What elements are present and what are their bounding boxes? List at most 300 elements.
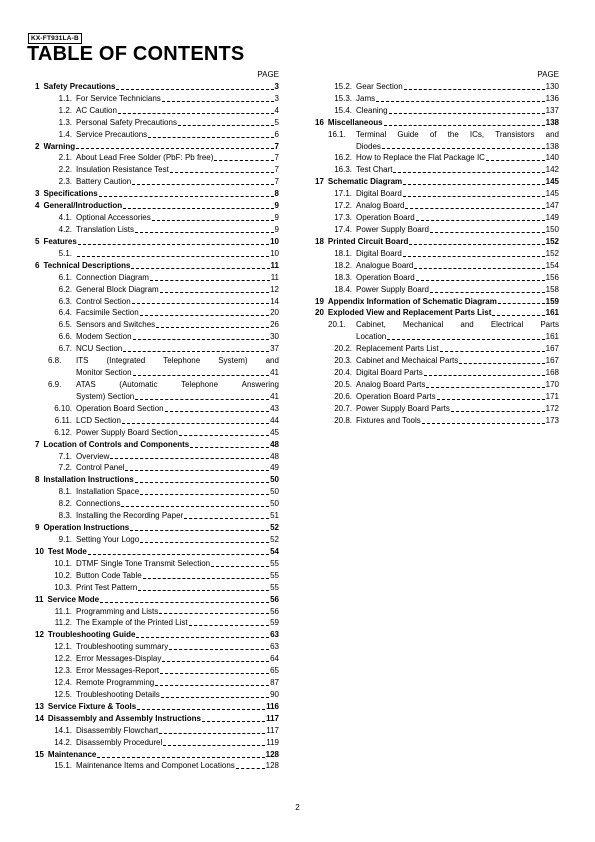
leader-dots <box>88 554 269 555</box>
toc-page-number: 168 <box>545 368 559 378</box>
toc-entry-number: 20.7. <box>334 403 352 413</box>
leader-dots <box>387 339 544 340</box>
toc-entry-label: Translation Lists <box>76 224 134 234</box>
toc-page-number: 63 <box>270 630 279 640</box>
toc-entry-label: Diodes <box>356 141 381 151</box>
toc-subsection[interactable] <box>25 582 279 594</box>
toc-entry-number: 18.2. <box>334 260 352 270</box>
toc-page-number: 9 <box>274 224 279 234</box>
toc-page-number: 116 <box>266 701 279 711</box>
toc-entry-label: Optional Accessories <box>76 213 151 223</box>
toc-page-number: 4 <box>274 105 279 115</box>
toc-entry-line <box>76 391 279 403</box>
toc-entry-label: Remote Programming <box>76 678 155 688</box>
toc-subsection[interactable] <box>305 224 559 236</box>
leader-dots <box>184 518 269 519</box>
toc-entry-number: 11 <box>35 594 44 604</box>
toc-page-number: 55 <box>270 582 279 592</box>
page-column-header: PAGE <box>257 70 279 79</box>
toc-section[interactable] <box>25 594 279 606</box>
toc-subsection[interactable] <box>25 93 279 105</box>
toc-entry-number: 1.4. <box>58 129 72 139</box>
toc-entry-number: 16.2. <box>334 153 352 163</box>
toc-page-number: 48 <box>270 451 279 461</box>
toc-entry-label: Fixtures and Tools <box>356 415 421 425</box>
toc-subsection[interactable] <box>25 272 279 284</box>
toc-subsection[interactable] <box>25 224 279 236</box>
toc-page-number: 52 <box>270 523 279 533</box>
toc-subsection[interactable] <box>25 665 279 677</box>
leader-dots <box>426 387 544 388</box>
toc-subsection[interactable] <box>305 379 559 391</box>
toc-page-number: 159 <box>545 296 559 306</box>
toc-entry-label: Power Supply Board <box>356 284 429 294</box>
toc-page-number: 63 <box>270 642 279 652</box>
toc-subsection[interactable] <box>305 415 559 427</box>
toc-entry-number: 6.7. <box>58 344 72 354</box>
toc-page-number: 20 <box>270 308 279 318</box>
leader-dots <box>409 244 544 245</box>
leader-dots <box>403 184 544 185</box>
toc-entry-label: Location of Controls and Components <box>43 439 190 449</box>
toc-entry-number: 2 <box>35 141 40 151</box>
toc-section[interactable] <box>305 296 559 308</box>
toc-subsection[interactable] <box>25 176 279 188</box>
leader-dots <box>159 733 265 734</box>
toc-entry-label: Connections <box>76 499 121 509</box>
toc-entry-word: the <box>447 129 459 139</box>
leader-dots <box>159 613 269 614</box>
leader-dots <box>486 160 545 161</box>
toc-page-number: 137 <box>545 105 559 115</box>
toc-section[interactable] <box>25 188 279 200</box>
toc-subsection[interactable] <box>305 284 559 296</box>
toc-entry-word: and <box>460 320 474 330</box>
toc-column-left <box>25 69 279 772</box>
toc-entry-label: Test Chart <box>356 165 393 175</box>
model-number-tag: KX-FT931LA-B <box>28 33 82 44</box>
leader-dots <box>437 399 545 400</box>
toc-entry-number: 20.3. <box>334 356 352 366</box>
toc-subsection[interactable] <box>305 367 559 379</box>
toc-entry-word: and <box>545 129 559 139</box>
toc-entry-label: General/Introduction <box>43 201 123 211</box>
toc-entry-label: Miscellaneous <box>327 117 383 127</box>
toc-entry-label: Warning <box>43 141 76 151</box>
toc-page-number: 130 <box>545 81 559 91</box>
toc-entry-number: 12.2. <box>54 654 72 664</box>
toc-subsection[interactable] <box>25 152 279 164</box>
toc-page-number: 7 <box>274 141 279 151</box>
toc-entry-number: 10.3. <box>54 582 72 592</box>
toc-entry-label: Features <box>43 236 77 246</box>
toc-subsection[interactable] <box>25 462 279 474</box>
toc-entry-body <box>76 379 279 403</box>
toc-page-number: 172 <box>545 403 559 413</box>
toc-subsection[interactable] <box>25 212 279 224</box>
toc-entry-label: How to Replace the Flat Package IC <box>356 153 485 163</box>
toc-entry-label: Digital Board Parts <box>356 368 423 378</box>
leader-dots <box>382 148 545 149</box>
toc-section[interactable] <box>25 260 279 272</box>
toc-entry-label: Specifications <box>43 189 98 199</box>
leader-dots <box>123 351 269 352</box>
toc-entry-label: Cleaning <box>356 105 388 115</box>
toc-entry-number: 16 <box>315 117 324 127</box>
toc-page-number: 152 <box>545 236 559 246</box>
leader-dots <box>163 745 265 746</box>
leader-dots <box>76 148 273 149</box>
toc-entry-word: System) <box>218 356 248 366</box>
toc-entry-number: 6.5. <box>58 320 72 330</box>
toc-entry-number: 1.1. <box>58 93 72 103</box>
toc-section[interactable] <box>25 629 279 641</box>
leader-dots <box>160 673 269 674</box>
toc-section[interactable] <box>25 749 279 761</box>
toc-entry-number: 20.5. <box>334 379 352 389</box>
leader-dots <box>150 280 270 281</box>
toc-entry-word: (Automatic <box>119 379 158 389</box>
toc-page-number: 64 <box>270 654 279 664</box>
toc-entry-number: 20 <box>315 308 324 318</box>
toc-page-number: 12 <box>270 284 279 294</box>
toc-entry-label: Exploded View and Replacement Parts List <box>327 308 492 318</box>
toc-entry-word: Electrical <box>490 320 524 330</box>
toc-page-number: 9 <box>274 213 279 223</box>
leader-dots <box>161 697 269 698</box>
toc-entry-label: Operation Instructions <box>43 523 130 533</box>
toc-section[interactable] <box>25 200 279 212</box>
toc-subsection[interactable] <box>25 129 279 141</box>
toc-entry-label: For Service Technicians <box>76 93 161 103</box>
toc-page-number: 65 <box>270 666 279 676</box>
toc-entry-label: Facsimile Section <box>76 308 139 318</box>
toc-page-number: 128 <box>265 749 279 759</box>
toc-entry-label: Jams <box>356 93 376 103</box>
toc-subsection[interactable] <box>25 331 279 343</box>
leader-dots <box>403 196 545 197</box>
toc-entry-label: LCD Section <box>76 415 121 425</box>
toc-section[interactable] <box>25 141 279 153</box>
toc-page-number: 9 <box>274 201 279 211</box>
toc-section[interactable] <box>305 176 559 188</box>
toc-entry-number: 1.2. <box>58 105 72 115</box>
leader-dots <box>422 423 545 424</box>
toc-subsection[interactable] <box>25 451 279 463</box>
toc-entry-number: 6.4. <box>58 308 72 318</box>
toc-entry-line <box>76 379 279 391</box>
toc-subsection[interactable] <box>25 355 279 379</box>
toc-entry-word: Terminal <box>356 129 387 139</box>
toc-page-number: 50 <box>270 475 279 485</box>
toc-entry-label: Operation Board <box>356 272 415 282</box>
toc-page-number: 50 <box>270 487 279 497</box>
toc-entry-label: Monitor Section <box>76 368 132 378</box>
toc-page-number: 161 <box>545 332 559 342</box>
leader-dots <box>170 172 274 173</box>
toc-entry-label: Sensors and Switches <box>76 320 156 330</box>
toc-entry-label: Disassembly and Assembly Instructions <box>47 713 201 723</box>
toc-page-number: 161 <box>545 308 559 318</box>
toc-entry-number: 19 <box>315 296 324 306</box>
toc-entry-number: 2.3. <box>58 177 72 187</box>
toc-entry-number: 12.5. <box>54 689 72 699</box>
toc-entry-number: 8 <box>35 475 40 485</box>
toc-entry-number: 18.4. <box>334 284 352 294</box>
toc-entry-number: 15.4. <box>334 105 352 115</box>
toc-subsection[interactable] <box>305 272 559 284</box>
toc-subsection[interactable] <box>305 248 559 260</box>
toc-subsection[interactable] <box>25 725 279 737</box>
toc-subsection[interactable] <box>25 307 279 319</box>
toc-entry-label: Control Panel <box>76 463 125 473</box>
leader-dots <box>148 137 273 138</box>
toc-section[interactable] <box>25 522 279 534</box>
toc-page-number: 59 <box>270 618 279 628</box>
toc-entry-number: 15.1. <box>54 761 72 771</box>
toc-entry-number: 20.8. <box>334 415 352 425</box>
toc-entry-number: 13 <box>35 701 44 711</box>
toc-subsection[interactable] <box>25 343 279 355</box>
leader-dots <box>140 494 269 495</box>
leader-dots <box>130 530 269 531</box>
toc-page-number: 51 <box>270 511 279 521</box>
toc-subsection[interactable] <box>305 188 559 200</box>
leader-dots <box>152 220 274 221</box>
toc-subsection[interactable] <box>25 164 279 176</box>
toc-subsection[interactable] <box>25 284 279 296</box>
toc-entry-label: Disassembly Flowchart <box>76 725 159 735</box>
toc-subsection[interactable] <box>25 415 279 427</box>
toc-page-number: 6 <box>274 129 279 139</box>
toc-entry-number: 8.1. <box>58 487 72 497</box>
toc-subsection[interactable] <box>25 427 279 439</box>
toc-subsection[interactable] <box>305 212 559 224</box>
toc-entry-line <box>356 141 559 153</box>
toc-subsection[interactable] <box>305 260 559 272</box>
toc-entry-label: Button Code Table <box>76 570 142 580</box>
toc-entry-label: Digital Board <box>356 189 402 199</box>
toc-subsection[interactable] <box>305 200 559 212</box>
toc-section[interactable] <box>25 439 279 451</box>
page-number: 2 <box>295 803 300 812</box>
toc-entry-label: Installing the Recording Paper <box>76 511 184 521</box>
toc-subsection[interactable] <box>305 355 559 367</box>
page-column-header: PAGE <box>537 70 559 79</box>
toc-section[interactable] <box>25 236 279 248</box>
toc-entry-body <box>356 319 559 343</box>
toc-subsection[interactable] <box>305 319 559 343</box>
toc-subsection[interactable] <box>305 105 559 117</box>
toc-entry-body <box>356 129 559 153</box>
leader-dots <box>143 578 269 579</box>
toc-subsection[interactable] <box>25 761 279 773</box>
toc-entry-label: NCU Section <box>76 344 123 354</box>
toc-entry-number: 18.1. <box>334 248 352 258</box>
toc-entry-number: 6.10. <box>54 403 72 413</box>
toc-subsection[interactable] <box>25 677 279 689</box>
toc-entry-number: 16.3. <box>334 165 352 175</box>
toc-subsection[interactable] <box>305 152 559 164</box>
toc-section[interactable] <box>25 713 279 725</box>
toc-entry-label: Power Supply Board <box>356 224 429 234</box>
toc-page-number: 87 <box>270 678 279 688</box>
toc-entry-label: Service Mode <box>47 594 100 604</box>
toc-entry-label: System) Section <box>76 391 135 401</box>
toc-page-number: 117 <box>266 713 279 723</box>
toc-page-number: 11 <box>270 260 279 270</box>
toc-subsection[interactable] <box>25 486 279 498</box>
toc-entry-label: Disassembly Procedurel <box>76 737 163 747</box>
toc-entry-label: Service Precautions <box>76 129 148 139</box>
toc-entry-label: Test Mode <box>47 546 87 556</box>
leader-dots <box>140 315 269 316</box>
toc-entry-number: 14 <box>35 713 44 723</box>
toc-page-number: 55 <box>270 558 279 568</box>
toc-page-number: 5 <box>274 117 279 127</box>
toc-entry-label: AC Caution <box>76 105 117 115</box>
toc-entry-word: (Integrated <box>106 356 146 366</box>
toc-subsection[interactable] <box>25 117 279 129</box>
toc-entry-label: Technical Descriptions <box>43 260 131 270</box>
toc-entry-word: ITS <box>76 356 89 366</box>
toc-subsection[interactable] <box>25 498 279 510</box>
toc-subsection[interactable] <box>305 391 559 403</box>
toc-entry-label: Operation Board Parts <box>356 391 436 401</box>
toc-page-number: 152 <box>545 248 559 258</box>
toc-section[interactable] <box>25 474 279 486</box>
toc-entry-number: 15.3. <box>334 93 352 103</box>
toc-subsection[interactable] <box>25 689 279 701</box>
toc-page-number: 50 <box>270 499 279 509</box>
toc-subsection[interactable] <box>305 403 559 415</box>
toc-entry-number: 12.4. <box>54 678 72 688</box>
toc-entry-number: 2.1. <box>58 153 72 163</box>
toc-entry-label: Modem Section <box>76 332 132 342</box>
toc-entry-word: ATAS <box>76 379 96 389</box>
toc-subsection[interactable] <box>25 737 279 749</box>
toc-subsection[interactable] <box>25 403 279 415</box>
toc-page-number: 3 <box>274 81 279 91</box>
toc-page-number: 171 <box>545 391 559 401</box>
toc-page-number: 145 <box>545 189 559 199</box>
toc-entries <box>305 81 559 427</box>
leader-dots <box>440 351 545 352</box>
toc-subsection[interactable] <box>25 296 279 308</box>
toc-entry-label: Troubleshooting Details <box>76 689 160 699</box>
toc-subsection[interactable] <box>25 379 279 403</box>
leader-dots <box>131 268 269 269</box>
toc-entry-line <box>76 367 279 379</box>
toc-page-number: 142 <box>545 165 559 175</box>
toc-entry-number: 7.2. <box>58 463 72 473</box>
leader-dots <box>135 232 274 233</box>
toc-subsection[interactable] <box>25 319 279 331</box>
toc-subsection[interactable] <box>305 129 559 153</box>
leader-dots <box>133 339 270 340</box>
toc-page-number: 7 <box>274 153 279 163</box>
toc-page-number: 11 <box>270 272 279 282</box>
leader-dots <box>160 292 269 293</box>
toc-page-number: 41 <box>270 391 279 401</box>
toc-section[interactable] <box>305 307 559 319</box>
toc-subsection[interactable] <box>25 558 279 570</box>
leader-dots <box>416 220 545 221</box>
leader-dots <box>236 768 265 769</box>
toc-section[interactable] <box>305 236 559 248</box>
toc-subsection[interactable] <box>25 617 279 629</box>
toc-subsection[interactable] <box>305 164 559 176</box>
toc-entry-number: 6.8. <box>48 356 62 366</box>
toc-entry-number: 4 <box>35 201 40 211</box>
toc-entry-number: 6.2. <box>58 284 72 294</box>
toc-subsection[interactable] <box>25 248 279 260</box>
toc-page-number: 119 <box>266 737 279 747</box>
toc-subsection[interactable] <box>305 81 559 93</box>
toc-entry-number: 18.3. <box>334 272 352 282</box>
leader-dots <box>459 363 544 364</box>
toc-page-number: 44 <box>270 415 279 425</box>
toc-entry-label: Gear Section <box>356 81 403 91</box>
leader-dots <box>162 101 274 102</box>
toc-subsection[interactable] <box>25 534 279 546</box>
toc-subsection[interactable] <box>305 343 559 355</box>
leader-dots <box>132 184 273 185</box>
toc-subsection[interactable] <box>25 510 279 522</box>
leader-dots <box>498 303 545 304</box>
leader-dots <box>118 113 274 114</box>
toc-entry-number: 8.2. <box>58 499 72 509</box>
toc-page-number: 138 <box>545 141 559 151</box>
toc-subsection[interactable] <box>25 105 279 117</box>
leader-dots <box>403 256 545 257</box>
toc-section[interactable] <box>305 117 559 129</box>
toc-page-number: 8 <box>274 189 279 199</box>
leader-dots <box>202 721 265 722</box>
toc-entry-word: Mechanical <box>402 320 444 330</box>
toc-entry-body <box>76 355 279 379</box>
toc-page-number: 48 <box>270 439 279 449</box>
toc-entry-number: 17.1. <box>334 189 352 199</box>
toc-subsection[interactable] <box>305 93 559 105</box>
toc-subsection[interactable] <box>25 570 279 582</box>
toc-entry-number: 17 <box>315 177 324 187</box>
toc-subsection[interactable] <box>25 606 279 618</box>
toc-entry-number: 3 <box>35 189 40 199</box>
toc-entry-label: The Example of the Printed List <box>76 618 188 628</box>
toc-entry-number: 17.3. <box>334 213 352 223</box>
leader-dots <box>405 208 544 209</box>
toc-page-number: 45 <box>270 427 279 437</box>
toc-entry-number: 17.2. <box>334 201 352 211</box>
toc-entry-number: 6.1. <box>58 272 72 282</box>
toc-page-number: 90 <box>270 689 279 699</box>
toc-entry-label: Power Supply Board Parts <box>356 403 450 413</box>
toc-subsection[interactable] <box>25 653 279 665</box>
leader-dots <box>451 411 545 412</box>
leader-dots <box>97 757 264 758</box>
toc-entry-label: Connection Diagram <box>76 272 149 282</box>
toc-entry-line <box>356 331 559 343</box>
toc-section[interactable] <box>25 81 279 93</box>
toc-entry-label: Analog Board Parts <box>356 379 426 389</box>
toc-section[interactable] <box>25 701 279 713</box>
toc-entry-label: Schematic Diagram <box>327 177 403 187</box>
toc-section[interactable] <box>25 546 279 558</box>
leader-dots <box>190 447 269 448</box>
toc-subsection[interactable] <box>25 641 279 653</box>
toc-entry-label: Maintenance Items and Componet Locations <box>76 761 235 771</box>
